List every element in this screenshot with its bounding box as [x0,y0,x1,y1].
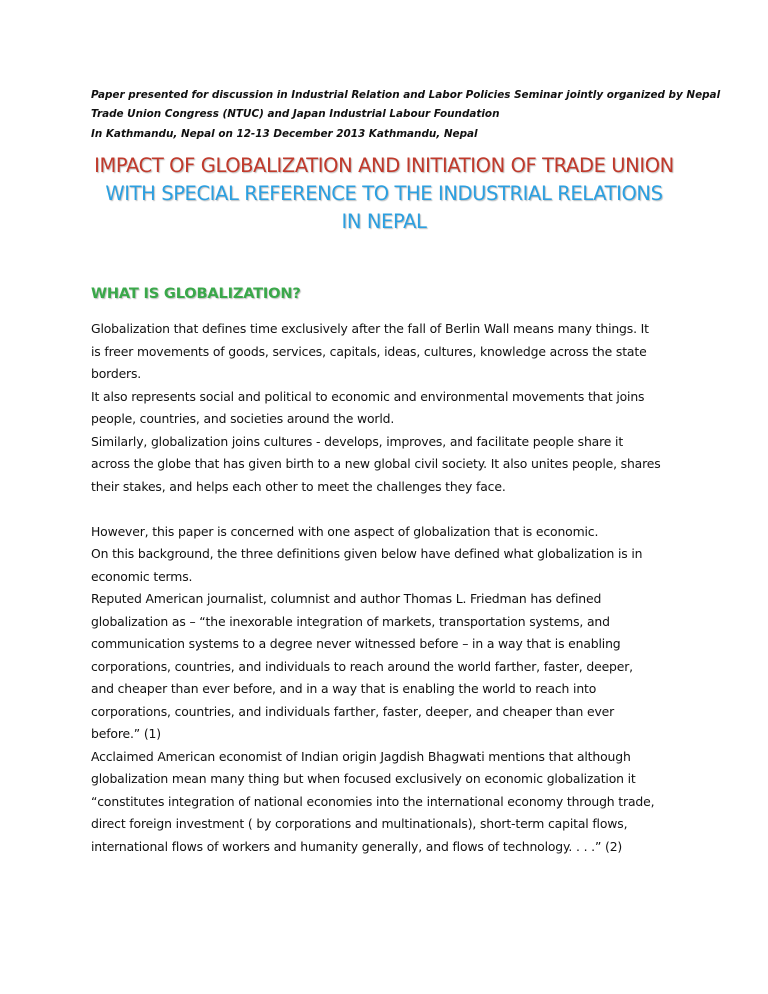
body-line: and cheaper than ever before, and in a way that is enabling the world to reach into [91,681,597,696]
title-line-2: WITH SPECIAL REFERENCE TO THE INDUSTRIAL RELATIONS [105,182,663,205]
body-line: corporations, countries, and individuals farther, faster, deeper, and cheaper than ever [91,703,615,719]
document-title [80,152,688,236]
seminar-note-line: Trade Union Congress (NTUC) and Japan Industrial Labour Foundation [91,108,500,121]
body-line: globalization mean many thing but when focused exclusively on economic globalization it [91,771,636,786]
paragraph-gap [91,498,691,521]
body-line: Reputed American journalist, columnist and author Thomas L. Friedman has defined [91,591,602,606]
body-line: international flows of workers and humanity generally, and flows of technology. . . .” (2) [91,838,623,854]
title-line-1: IMPACT OF GLOBALIZATION AND INITIATION OF TRADE UNION [94,154,674,177]
body-line: globalization as – “the inexorable integration of markets, transportation systems, and [91,613,610,629]
body-line: “constitutes integration of national economies into the international economy through trade, [91,793,655,809]
body-line: direct foreign investment ( by corporations and multinationals), short-term capital flows, [91,816,628,831]
seminar-note-line: Paper presented for discussion in Industrial Relation and Labor Policies Seminar jointly organized by Nepal [91,89,721,101]
body-line: people, countries, and societies around the world. [91,411,395,426]
body-line: communication systems to a degree never witnessed before – in a way that is enabling [91,636,621,651]
body-line: It also represents social and political to economic and environmental movements that joins [91,388,645,404]
body-line: economic terms. [91,568,193,584]
body-line: corporations, countries, and individuals to reach around the world farther, faster, deeper, [91,658,633,674]
body-line: their stakes, and helps each other to meet the challenges they face. [91,478,506,494]
body-line: Acclaimed American economist of Indian origin Jagdish Bhagwati mentions that although [91,748,631,764]
body-line: Globalization that defines time exclusively after the fall of Berlin Wall means many things. It [91,321,649,336]
body-line: before.” (1) [91,726,161,741]
body-line: On this background, the three definitions given below have defined what globalization is in [91,546,643,561]
title-line-3: IN NEPAL [341,210,427,233]
body-line: However, this paper is concerned with one aspect of globalization that is economic. [91,523,599,539]
body-line: Similarly, globalization joins cultures - develops, improves, and facilitate people share it [91,433,624,449]
seminar-note-line: In Kathmandu, Nepal on 12-13 December 2013 Kathmandu, Nepal [91,127,478,140]
body-text [91,318,691,858]
body-line: is freer movements of goods, services, capitals, ideas, cultures, knowledge across the state [91,343,647,359]
seminar-note [91,86,721,144]
body-line: across the globe that has given birth to a new global civil society. It also unites people, shares [91,456,661,471]
body-line: borders. [91,366,142,381]
section-heading: WHAT IS GLOBALIZATION? [91,285,301,302]
